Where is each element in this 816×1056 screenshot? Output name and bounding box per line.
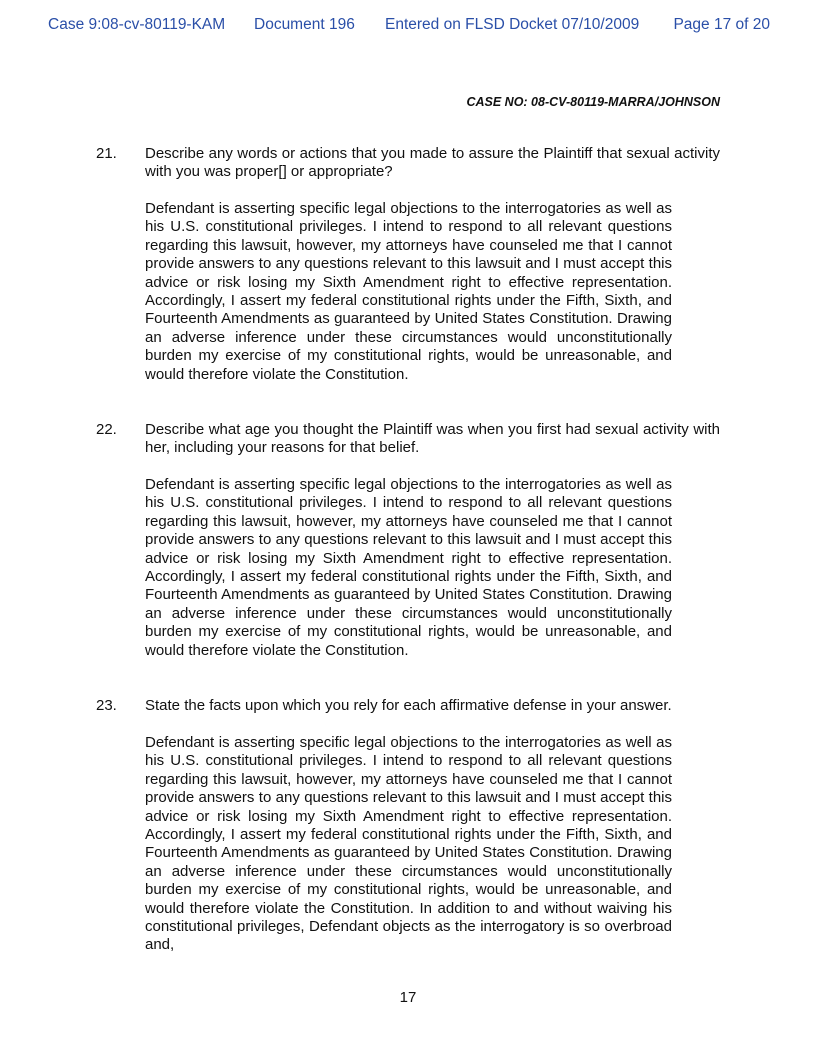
interrogatory-number: 21. <box>96 145 117 162</box>
interrogatory-number: 23. <box>96 697 117 714</box>
interrogatory-question: Describe what age you thought the Plaintiff was when you first had sexual activity with her, including your reasons for that belief. <box>145 421 720 457</box>
stamp-entered-date: Entered on FLSD Docket 07/10/2009 <box>385 16 640 33</box>
interrogatory-answer: Defendant is asserting specific legal objections to the interrogatories as well as his U.S. constitutional privileges. I intend to respond to all relevant questions regarding this lawsuit, however, my attorneys have counseled me that I cannot provide answers to any questions relevant to this lawsuit and I must accept this advice or risk losing my Sixth Amendment right to effective representation. Accordingly, I assert my federal constitutional rights under the Fifth, Sixth, and Fourteenth Amendments as guaranteed by United States Constitution. Drawing an adverse inference under these circumstances would unconstitutionally burden my exercise of my constitutional rights, would be unreasonable, and would therefore violate the Constitution. <box>145 476 672 659</box>
case-number-header: CASE NO: 08-CV-80119-MARRA/JOHNSON <box>466 95 720 109</box>
interrogatory-number: 22. <box>96 421 117 438</box>
interrogatory-question: State the facts upon which you rely for each affirmative defense in your answer. <box>145 697 672 714</box>
page-number: 17 <box>399 989 417 1006</box>
interrogatory-answer: Defendant is asserting specific legal objections to the interrogatories as well as his U.S. constitutional privileges. I intend to respond to all relevant questions regarding this lawsuit, however, my attorneys have counseled me that I cannot provide answers to any questions relevant to this lawsuit and I must accept this advice or risk losing my Sixth Amendment right to effective representation. Accordingly, I assert my federal constitutional rights under the Fifth, Sixth, and Fourteenth Amendments as guaranteed by United States Constitution. Drawing an adverse inference under these circumstances would unconstitutionally burden my exercise of my constitutional rights, would be unreasonable, and would therefore violate the Constitution. <box>145 200 672 383</box>
stamp-document-number: Document 196 <box>254 16 355 33</box>
stamp-case-number: Case 9:08-cv-80119-KAM <box>48 16 226 33</box>
stamp-page-count: Page 17 of 20 <box>673 16 770 33</box>
docket-stamp <box>48 16 770 38</box>
interrogatory-answer: Defendant is asserting specific legal objections to the interrogatories as well as his U.S. constitutional privileges. I intend to respond to all relevant questions regarding this lawsuit, however, my attorneys have counseled me that I cannot provide answers to any questions relevant to this lawsuit and I must accept this advice or risk losing my Sixth Amendment right to effective representation. Accordingly, I assert my federal constitutional rights under the Fifth, Sixth, and Fourteenth Amendments as guaranteed by United States Constitution. Drawing an adverse inference under these circumstances would unconstitutionally burden my exercise of my constitutional rights, would be unreasonable, and would therefore violate the Constitution. In addition to and without waiving his constitutional privileges, Defendant objects as the interrogatory is so overbroad and, <box>145 734 672 954</box>
interrogatory-question: Describe any words or actions that you made to assure the Plaintiff that sexual activity with you was proper[] or appropriate? <box>145 145 720 181</box>
